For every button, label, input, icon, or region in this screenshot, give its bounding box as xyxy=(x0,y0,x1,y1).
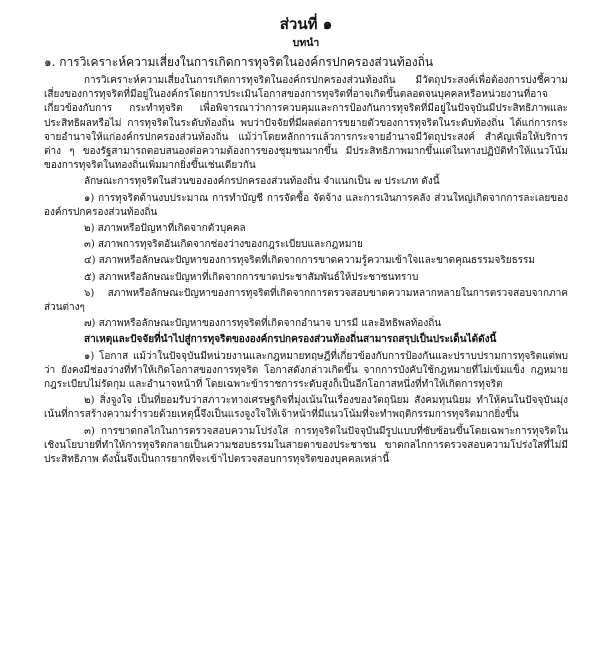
causes-heading: สาเหตุและปัจจัยที่นำไปสู่การทุจริตขององค์กรปกครองส่วนท้องถิ่นสามารถสรุปเป็นประเด็นได้ดังนี้ xyxy=(84,334,497,346)
list-item: ๕) สภาพหรือลักษณะปัญหาที่เกิดจากการขาดประชาสัมพันธ์ให้ประชาชนทราบ xyxy=(84,271,419,283)
types-intro: ลักษณะการทุจริตในส่วนขององค์กรปกครองส่วนท้องถิ่น จำแนกเป็น ๗ ประเภท ดังนี้ xyxy=(84,176,440,188)
list-item: ๗) สภาพหรือลักษณะปัญหาของการทุจริตที่เกิดจากอำนาจ บารมี และอิทธิพลท้องถิ่น xyxy=(84,318,442,330)
list-item: ๔) สภาพหรือลักษณะปัญหาของการทุจริตที่เกิดจากการขาดความรู้ความเข้าใจและขาดคุณธรรมจริยธรรม xyxy=(84,255,536,267)
list-item: ๒) สิ่งจูงใจ เป็นที่ยอมรับว่าสภาวะทางเศรษฐกิจที่มุ่งเน้นในเรื่องของวัตถุนิยม สังคมทุนนิยม ทำให้คนในปัจจุบันมุ่งเน้นที่การสร้างความร่ำรวยด้วยเหตุนี้จึงเป็นแรงจูงใจให้เจ้าหน้าที่มีแนวโน้มที่จะทำพฤติกรรมการทุจริตมากยิ่งขึ้น xyxy=(44,395,568,421)
intro-paragraph: การวิเคราะห์ความเสี่ยงในการเกิดการทุจริตในองค์กรปกครองส่วนท้องถิ่น มีวัตถุประสงค์เพื่อต้องการบ่งชี้ความเสี่ยงของการทุจริตที่มีอยู่ในองค์กรโดยการประเมินโอกาสของการทุจริตที่อาจเกิดขึ้นตลอดจนบุคคลหรือหน่วยงานที่อาจเกี่ยวข้องกับการ กระทำทุจริต เพื่อพิจารณาว่าการควบคุมและการป้องกันการทุจริตที่มีอยู่ในปัจจุบันมีประสิทธิภาพและประสิทธิผลหรือไม่ การทุจริตในระดับท้องถิ่น พบว่าปัจจัยที่มีผลต่อการขยายตัวของการทุจริตในระดับท้องถิ่น ได้แก่การกระจายอำนาจให้แก่องค์กรปกครองส่วนท้องถิ่น แม้ว่าโดยหลักการแล้วการกระจายอำนาจมีวัตถุประสงค์ สำคัญเพื่อให้บริการต่าง ๆ ของรัฐสามารถตอบสนองต่อความต้องการของชุมชนมากขึ้น มีประสิทธิภาพมากขึ้นแต่ในทางปฏิบัติทำให้แนวโน้มของการทุจริตในทองถิ่นเพิ่มมากยิ่งขึ้นเช่นเดียวกัน xyxy=(44,75,568,172)
chapter-subtitle: บทนำ xyxy=(292,37,320,49)
list-item: ๓) สภาพการทุจริตอันเกิดจากช่องว่างของกฎระเบียบและกฎหมาย xyxy=(84,239,363,251)
causes-list xyxy=(44,350,568,468)
part-title: ส่วนที่ ๑ xyxy=(279,15,333,33)
list-item: ๓) การขาดกลไกในการตรวจสอบความโปร่งใส การทุจริตในปัจจุบันมีรูปแบบที่ซับซ้อนขึ้นโดยเฉพาะการทุจริตในเชิงนโยบายที่ทำให้การทุจริตกลายเป็นความชอบธรรมในสายตาของประชาชน ขาดกลไกการตรวจสอบความโปร่งใสที่ไม่มีประสิทธิภาพ ดังนั้นจึงเป็นการยากที่จะเข้าไปตรวจสอบการทุจริตของบุคคลเหล่านี้ xyxy=(44,425,568,466)
list-item: ๖) สภาพหรือลักษณะปัญหาของการทุจริตที่เกิดจากการตรวจสอบขาดความหลากหลายในการตรวจสอบจากภาคส่วนต่างๆ xyxy=(44,287,568,314)
list-item: ๑) การทุจริตด้านงบประมาณ การทำบัญชี การจัดซื้อ จัดจ้าง และการเงินการคลัง ส่วนใหญ่เกิดจากการละเลยขององค์กรปกครองส่วนท้องถิ่น xyxy=(44,192,568,218)
list-item: ๒) สภาพหรือปัญหาที่เกิดจากตัวบุคคล xyxy=(84,223,246,235)
list-item: ๑) โอกาส แม้ว่าในปัจจุบันมีหน่วยงานและกฎหมายทฤษฎีที่เกี่ยวข้องกับการป้องกันและปราบปรามการทุจริตแต่พบว่า ยังคงมีช่องว่างที่ทำให้เกิดโอกาสของการทุจริต โอกาสดังกล่าวเกิดขึ้น จากการบังคับใช้กฎหมายที่ไม่เข้มแข็ง กฎหมาย กฎระเบียบไม่รัดกุม และอำนาจหน้าที่ โดยเฉพาะข้าราชการระดับสูงก็เป็นอีกโอกาสหนึ่งที่ทำให้เกิดการทุจริต xyxy=(44,350,568,391)
types-list xyxy=(44,192,568,332)
section-heading: ๑. การวิเคราะห์ความเสี่ยงในการเกิดการทุจริตในองค์กรปกครองส่วนท้องถิ่น xyxy=(44,55,434,69)
